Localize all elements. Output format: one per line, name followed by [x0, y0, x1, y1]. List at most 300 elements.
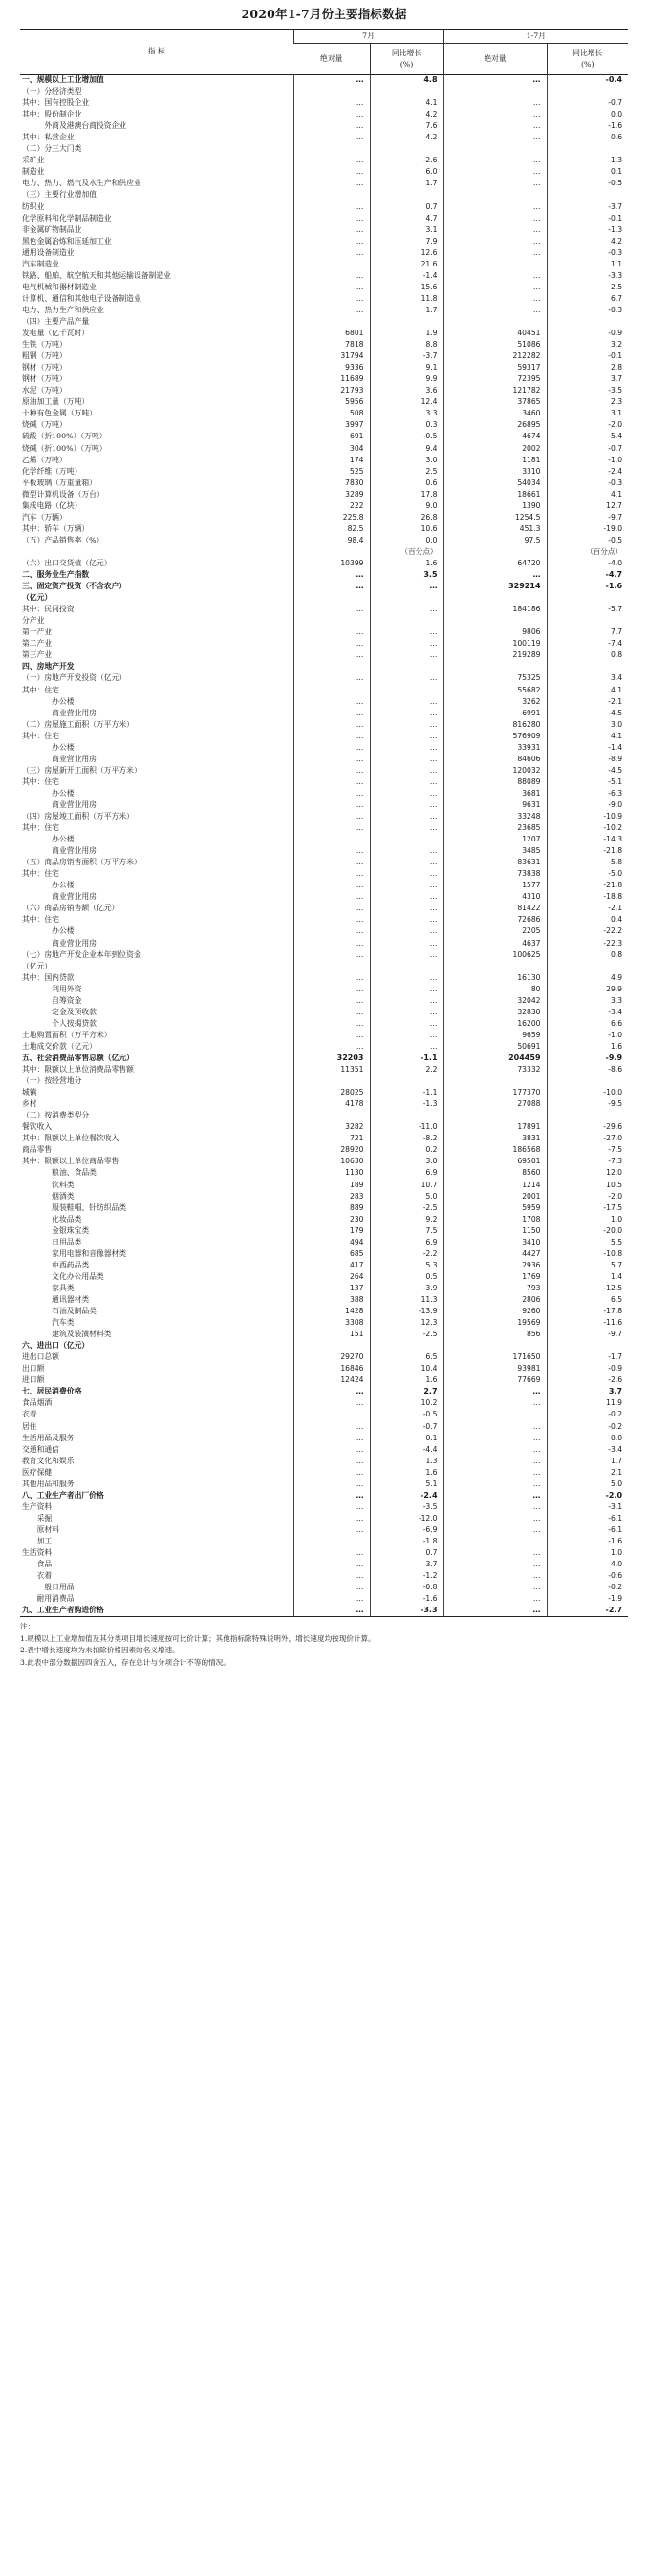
month-abs-value: …: [293, 1582, 370, 1593]
table-row: [20, 247, 628, 259]
table-row: [20, 1374, 628, 1386]
ytd-growth-value: -4.7: [547, 569, 628, 581]
ytd-growth-value: -1.6: [547, 120, 628, 132]
table-row: [20, 339, 628, 351]
table-row: [20, 1467, 628, 1479]
table-row: [20, 166, 628, 178]
month-abs-value: …: [293, 213, 370, 224]
row-label: 电力、热力、燃气及水生产和供应业: [22, 179, 141, 188]
row-label: 其中：股份制企业: [22, 110, 82, 119]
ytd-abs-value: 73838: [443, 868, 547, 880]
month-abs-value: …: [293, 1386, 370, 1397]
month-abs-value: …: [293, 178, 370, 189]
ytd-abs-value: [443, 1110, 547, 1121]
month-abs-value: 151: [293, 1329, 370, 1340]
month-growth-value: 10.6: [370, 523, 443, 535]
ytd-abs-value: …: [443, 259, 547, 270]
row-label: 生铁（万吨）: [22, 340, 67, 350]
ytd-growth-value: -0.5: [547, 178, 628, 189]
month-abs-value: …: [293, 754, 370, 765]
month-growth-value: …: [370, 1007, 443, 1018]
ytd-growth-value: [547, 615, 628, 627]
table-row: [20, 1260, 628, 1271]
ytd-abs-value: …: [443, 1420, 547, 1432]
ytd-growth-value: -1.6: [547, 1536, 628, 1547]
month-growth-value: 9.0: [370, 500, 443, 512]
row-label: 三、固定资产投资（不含农户）: [22, 582, 127, 591]
month-abs-value: 10399: [293, 558, 370, 569]
ytd-abs-value: 6991: [443, 708, 547, 719]
row-label: 出口额: [22, 1364, 45, 1373]
ytd-abs-value: 8560: [443, 1167, 547, 1179]
month-growth-value: 11.3: [370, 1294, 443, 1306]
ytd-growth-value: -4.0: [547, 558, 628, 569]
ytd-abs-value: 64720: [443, 558, 547, 569]
month-abs-value: …: [293, 1490, 370, 1501]
month-growth-value: -1.1: [370, 1087, 443, 1098]
month-growth-value: 0.7: [370, 202, 443, 213]
ytd-growth-value: 4.1: [547, 731, 628, 742]
month-growth-value: …: [370, 880, 443, 891]
row-label: 交通和通信: [22, 1444, 59, 1454]
ytd-growth-value: 0.4: [547, 914, 628, 926]
month-abs-value: …: [293, 984, 370, 995]
ytd-growth-value: -7.4: [547, 638, 628, 649]
ytd-growth-value: 5.0: [547, 1479, 628, 1490]
ytd-abs-value: 75325: [443, 672, 547, 684]
row-label: 商业营业用房: [22, 708, 97, 717]
month-abs-value: …: [293, 581, 370, 592]
ytd-abs-value: 55682: [443, 684, 547, 695]
table-row: [20, 1098, 628, 1110]
row-label: 办公楼: [22, 788, 75, 798]
table-row: [20, 143, 628, 155]
ytd-abs-value: …: [443, 178, 547, 189]
table-row: [20, 1317, 628, 1329]
table-row: [20, 373, 628, 385]
ytd-growth-value: 6.7: [547, 293, 628, 305]
table-row: [20, 396, 628, 408]
row-label: 制造业: [22, 167, 45, 177]
month-growth-value: 6.9: [370, 1167, 443, 1179]
month-abs-value: [293, 615, 370, 627]
row-label: 其中：私营企业: [22, 133, 75, 142]
month-abs-value: 11351: [293, 1064, 370, 1075]
row-label: 十种有色金属（万吨）: [22, 409, 97, 418]
ytd-growth-value: [547, 961, 628, 972]
month-growth-value: 10.4: [370, 1363, 443, 1374]
month-growth-value: 7.9: [370, 236, 443, 247]
ytd-abs-value: 9631: [443, 799, 547, 811]
month-abs-value: …: [293, 1547, 370, 1559]
ytd-abs-value: 3485: [443, 845, 547, 857]
month-growth-value: …: [370, 822, 443, 834]
table-row: [20, 1547, 628, 1559]
month-growth-value: …: [370, 926, 443, 937]
row-label: 电气机械和器材制造业: [22, 282, 97, 291]
table-row: [20, 478, 628, 489]
row-label: 原材料: [22, 1524, 59, 1534]
month-abs-value: 6801: [293, 328, 370, 339]
month-abs-value: 3289: [293, 489, 370, 500]
ytd-abs-value: …: [443, 213, 547, 224]
row-label: 汽车（万辆）: [22, 512, 67, 522]
ytd-abs-value: 2002: [443, 443, 547, 455]
month-abs-value: [293, 189, 370, 201]
table-row: [20, 1420, 628, 1432]
row-label: 乡村: [22, 1099, 37, 1109]
month-abs-value: 31794: [293, 351, 370, 362]
ytd-growth-value: -5.1: [547, 777, 628, 788]
ytd-growth-value: -9.0: [547, 799, 628, 811]
ytd-growth-value: 5.5: [547, 1237, 628, 1248]
row-label: 商业营业用房: [22, 754, 97, 763]
ytd-abs-value: 93981: [443, 1363, 547, 1374]
month-growth-value: -1.2: [370, 1570, 443, 1582]
row-label: 其中：限额以上单位商品零售: [22, 1157, 119, 1166]
month-abs-value: [293, 143, 370, 155]
row-label: 其中：住宅: [22, 731, 59, 740]
table-row: [20, 155, 628, 166]
row-label: 水泥（万吨）: [22, 386, 67, 395]
ytd-growth-value: -9.9: [547, 1053, 628, 1064]
month-growth-value: …: [370, 811, 443, 822]
month-abs-value: …: [293, 293, 370, 305]
month-abs-value: 179: [293, 1225, 370, 1237]
month-growth-value: 3.6: [370, 385, 443, 396]
table-row: [20, 742, 628, 754]
month-abs-value: [293, 961, 370, 972]
month-abs-value: …: [293, 857, 370, 868]
month-growth-value: -0.7: [370, 1420, 443, 1432]
ytd-abs-value: [443, 615, 547, 627]
ytd-abs-value: 212282: [443, 351, 547, 362]
row-label: 生产资料: [22, 1501, 53, 1511]
table-row: [20, 1180, 628, 1191]
month-growth-value: 0.7: [370, 1547, 443, 1559]
month-growth-value: 1.6: [370, 558, 443, 569]
month-abs-value: …: [293, 708, 370, 719]
row-label: 黑色金属冶炼和压延加工业: [22, 236, 112, 245]
footnotes: [20, 1621, 628, 1669]
period-a-header: 7月: [293, 30, 443, 44]
ytd-abs-value: 4637: [443, 938, 547, 949]
month-growth-value: 1.6: [370, 1467, 443, 1479]
month-growth-value: …: [370, 684, 443, 695]
month-abs-value: [293, 1340, 370, 1352]
table-row: [20, 1605, 628, 1617]
ytd-growth-value: -1.6: [547, 581, 628, 592]
month-abs-value: 10630: [293, 1156, 370, 1167]
table-row: [20, 961, 628, 972]
row-label: 五、社会消费品零售总额（亿元）: [22, 1054, 134, 1062]
ytd-abs-value: [443, 1340, 547, 1352]
ytd-growth-value: -10.9: [547, 811, 628, 822]
month-abs-value: 417: [293, 1260, 370, 1271]
month-growth-value: 4.1: [370, 97, 443, 109]
month-growth-value: 4.2: [370, 109, 443, 120]
ytd-growth-value: -0.3: [547, 247, 628, 259]
month-growth-value: …: [370, 868, 443, 880]
ytd-abs-value: …: [443, 1490, 547, 1501]
ytd-growth-value: -10.8: [547, 1248, 628, 1260]
row-label: 第三产业: [22, 650, 53, 660]
ytd-growth-value: -1.0: [547, 455, 628, 466]
ytd-abs-value: 2806: [443, 1294, 547, 1306]
table-row: [20, 1271, 628, 1283]
month-abs-value: 3282: [293, 1121, 370, 1133]
row-label: 粗钢（万吨）: [22, 351, 67, 361]
ytd-abs-value: 72395: [443, 373, 547, 385]
ytd-growth-value: 3.0: [547, 719, 628, 731]
ytd-abs-value: 3460: [443, 408, 547, 419]
month-growth-value: 3.5: [370, 569, 443, 581]
month-abs-value: 11689: [293, 373, 370, 385]
month-abs-value: 3997: [293, 419, 370, 431]
month-growth-value: [370, 189, 443, 201]
row-label: 其中：住宅: [22, 915, 59, 925]
table-row: [20, 97, 628, 109]
month-growth-value: …: [370, 604, 443, 615]
ytd-growth-value: -6.1: [547, 1524, 628, 1536]
month-abs-value: 5956: [293, 396, 370, 408]
ytd-growth-value: -27.0: [547, 1133, 628, 1144]
month-abs-value: …: [293, 1570, 370, 1582]
table-row: [20, 880, 628, 891]
row-label: 办公楼: [22, 926, 75, 936]
ytd-abs-value: 329214: [443, 581, 547, 592]
month-growth-value: …: [370, 984, 443, 995]
table-row: [20, 189, 628, 201]
ytd-growth-value: 2.3: [547, 396, 628, 408]
ytd-growth-value: 3.4: [547, 672, 628, 684]
row-label: 餐饮收入: [22, 1122, 53, 1132]
ytd-growth-value: 4.1: [547, 489, 628, 500]
table-row: [20, 489, 628, 500]
month-growth-value: -12.0: [370, 1513, 443, 1524]
table-row: [20, 627, 628, 638]
row-label: 外商及港澳台商投资企业: [22, 121, 127, 131]
ytd-abs-value: 2936: [443, 1260, 547, 1271]
footnote-line: 1.规模以上工业增加值及其分类项目增长速度按可比价计算；其他指标除特殊说明外，增长速度均按现价计算。: [20, 1633, 376, 1643]
ytd-growth-value: -0.3: [547, 478, 628, 489]
ytd-growth-value: -1.4: [547, 742, 628, 754]
month-abs-value: [293, 661, 370, 672]
row-label: 二、服务业生产指数: [22, 570, 90, 580]
ytd-abs-value: 3310: [443, 466, 547, 478]
table-row: [20, 1041, 628, 1053]
row-label: 六、进出口（亿元）: [22, 1341, 90, 1351]
ytd-growth-value: -2.7: [547, 1605, 628, 1617]
month-growth-value: 0.0: [370, 535, 443, 546]
row-label: 耐用消费品: [22, 1594, 75, 1604]
ytd-growth-value: 0.6: [547, 132, 628, 143]
month-growth-value: …: [370, 857, 443, 868]
ytd-growth-value: -20.0: [547, 1225, 628, 1237]
row-label: （三）主要行业增加值: [22, 190, 97, 200]
ytd-abs-value: …: [443, 1444, 547, 1456]
table-row: [20, 1225, 628, 1237]
month-abs-value: …: [293, 1041, 370, 1053]
table-row: [20, 708, 628, 719]
table-row: [20, 1444, 628, 1456]
table-row: [20, 1386, 628, 1397]
row-label: 医疗保健: [22, 1467, 53, 1477]
row-label: 衣着: [22, 1571, 53, 1581]
month-abs-value: 16846: [293, 1363, 370, 1374]
ytd-abs-value: …: [443, 282, 547, 293]
row-label: （一）房地产开发投资（亿元）: [22, 673, 127, 683]
month-abs-value: …: [293, 684, 370, 695]
ytd-growth-value: 3.7: [547, 373, 628, 385]
table-row: [20, 1144, 628, 1156]
row-label: 非金属矿物制品业: [22, 224, 82, 234]
ytd-growth-value: -1.0: [547, 1030, 628, 1041]
month-growth-value: …: [370, 914, 443, 926]
table-row: [20, 1156, 628, 1167]
ytd-growth-value: 4.1: [547, 684, 628, 695]
row-label: 利用外资: [22, 984, 82, 993]
row-label: 家具类: [22, 1283, 75, 1292]
month-growth-value: 5.3: [370, 1260, 443, 1271]
month-growth-value: 26.8: [370, 512, 443, 523]
ytd-growth-value: -1.3: [547, 224, 628, 236]
ytd-growth-value: -0.1: [547, 351, 628, 362]
month-abs-value: 28025: [293, 1087, 370, 1098]
ytd-growth-value: -2.0: [547, 419, 628, 431]
ytd-growth-value: [547, 86, 628, 97]
ytd-growth-value: -4.5: [547, 765, 628, 777]
month-abs-value: 691: [293, 431, 370, 442]
month-abs-value: [293, 1110, 370, 1121]
row-label: 土地购置面积（万平方米）: [22, 1030, 112, 1039]
row-label: 进口额: [22, 1375, 45, 1385]
ytd-abs-value: 51086: [443, 339, 547, 351]
month-abs-value: …: [293, 1433, 370, 1444]
table-row: [20, 408, 628, 419]
month-abs-value: …: [293, 1007, 370, 1018]
ytd-abs-value: [443, 592, 547, 604]
row-label: 其中：住宅: [22, 869, 59, 879]
row-label: 生活用品及服务: [22, 1433, 75, 1442]
month-abs-value: …: [293, 132, 370, 143]
footnote-line: 注：: [20, 1622, 35, 1631]
month-growth-value: …: [370, 949, 443, 961]
table-row: [20, 914, 628, 926]
ytd-abs-value: 100119: [443, 638, 547, 649]
month-growth-value: …: [370, 581, 443, 592]
ytd-abs-value: 59317: [443, 362, 547, 373]
month-growth-value: 0.3: [370, 419, 443, 431]
indicator-header: 指 标: [20, 30, 293, 75]
ytd-abs-value: 816280: [443, 719, 547, 731]
month-growth-value: 4.7: [370, 213, 443, 224]
ytd-abs-value: [443, 189, 547, 201]
row-label: 采矿业: [22, 156, 45, 165]
month-growth-value: -1.1: [370, 1053, 443, 1064]
table-row: [20, 765, 628, 777]
month-growth-value: 12.6: [370, 247, 443, 259]
row-label: （七）房地产开发企业本年到位资金: [22, 949, 141, 959]
month-abs-value: 230: [293, 1214, 370, 1225]
table-row: [20, 132, 628, 143]
ytd-abs-value: …: [443, 97, 547, 109]
ytd-growth-value: 0.8: [547, 949, 628, 961]
month-growth-value: 17.8: [370, 489, 443, 500]
ytd-abs-value: …: [443, 1524, 547, 1536]
month-growth-value: 9.1: [370, 362, 443, 373]
ytd-abs-value: 69501: [443, 1156, 547, 1167]
ytd-abs-value: [443, 961, 547, 972]
month-abs-value: …: [293, 1409, 370, 1420]
table-row: [20, 581, 628, 592]
ytd-abs-value: 40451: [443, 328, 547, 339]
ytd-growth-value: -0.9: [547, 1363, 628, 1374]
table-row: [20, 1237, 628, 1248]
row-label: 金银珠宝类: [22, 1225, 90, 1235]
month-growth-value: -3.5: [370, 1501, 443, 1513]
month-growth-value: 21.6: [370, 259, 443, 270]
ytd-growth-value: -11.6: [547, 1317, 628, 1329]
month-growth-value: 12.4: [370, 396, 443, 408]
month-growth-value: -1.8: [370, 1536, 443, 1547]
ytd-growth-value: -21.8: [547, 880, 628, 891]
table-row: [20, 1248, 628, 1260]
month-abs-value: …: [293, 604, 370, 615]
ytd-abs-value: …: [443, 1479, 547, 1490]
table-row: [20, 1294, 628, 1306]
month-growth-value: [370, 592, 443, 604]
ytd-growth-value: 3.7: [547, 1386, 628, 1397]
row-label: 文化办公用品类: [22, 1271, 104, 1281]
table-row: [20, 1133, 628, 1144]
table-row: [20, 293, 628, 305]
month-abs-value: …: [293, 155, 370, 166]
table-row: [20, 1513, 628, 1524]
month-growth-value: [370, 961, 443, 972]
ytd-abs-value: 1769: [443, 1271, 547, 1283]
ytd-abs-value: 32042: [443, 995, 547, 1007]
row-label: 分产业: [22, 616, 45, 626]
ytd-growth-value: -1.7: [547, 1352, 628, 1363]
month-growth-value: …: [370, 765, 443, 777]
ytd-growth-value: -3.4: [547, 1444, 628, 1456]
table-row: [20, 1007, 628, 1018]
month-abs-value: …: [293, 1456, 370, 1467]
row-label: 化学原料和化学制品制造业: [22, 213, 112, 223]
table-row: [20, 1524, 628, 1536]
month-growth-value: -2.4: [370, 1490, 443, 1501]
ytd-growth-value: -18.8: [547, 891, 628, 903]
month-growth-value: 6.5: [370, 1352, 443, 1363]
ytd-abs-value: 4310: [443, 891, 547, 903]
row-label: （三）房屋新开工面积（万平方米）: [22, 765, 141, 775]
month-growth-value: …: [370, 708, 443, 719]
month-abs-value: …: [293, 949, 370, 961]
ytd-abs-value: 97.5: [443, 535, 547, 546]
table-row: [20, 903, 628, 914]
month-abs-value: 388: [293, 1294, 370, 1306]
month-abs-value: 304: [293, 443, 370, 455]
table-row: [20, 857, 628, 868]
row-label: 建筑及装潢材料类: [22, 1330, 112, 1339]
table-row: [20, 109, 628, 120]
table-row: [20, 259, 628, 270]
table-row: [20, 638, 628, 649]
table-row: [20, 500, 628, 512]
month-abs-value: 12424: [293, 1374, 370, 1386]
row-label: 电力、热力生产和供应业: [22, 305, 104, 314]
